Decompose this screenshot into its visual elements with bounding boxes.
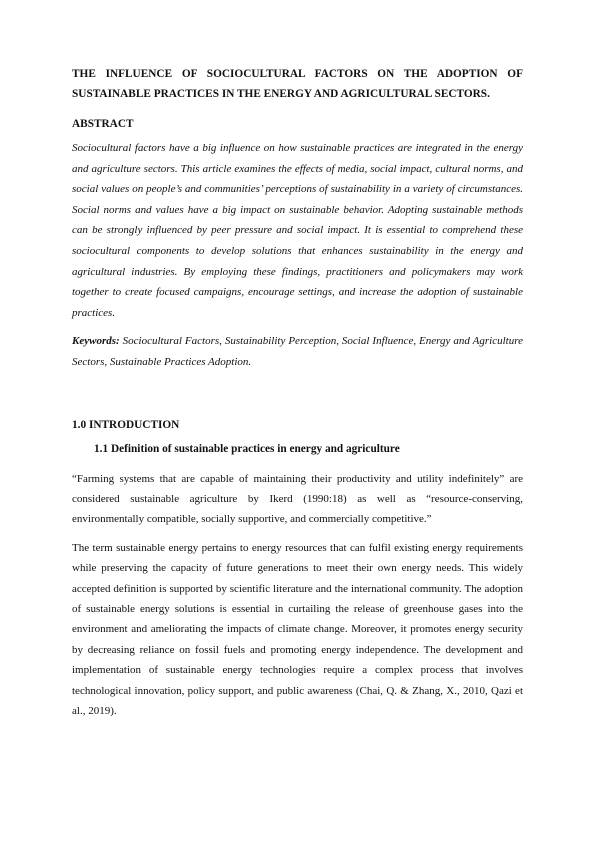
keywords-label: Keywords: xyxy=(72,335,120,348)
subsection-heading-definition: 1.1 Definition of sustainable practices in energy and agriculture xyxy=(94,442,400,455)
document-page xyxy=(72,64,523,729)
keywords-text: Sociocultural Factors, Sustainability Perception, Social Influence, Energy and Agriculture Sectors, Sustainable Practices Adoption. xyxy=(72,335,523,368)
abstract-text: Sociocultural factors have a big influence on how sustainable practices are integrated in the energy and agriculture sectors. This article examines the effects of media, social impact, cultural norms, and social values on people’s and communities’ perceptions of sustainability in a variety of circumstances. Social norms and values have a big impact on sustainable behavior. Adopting sustainable methods can be strongly influenced by peer pressure and social impact. It is essential to comprehend these sociocultural components to develop solutions that enhances sustainability in the energy and agricultural industries. By employing these findings, practitioners and policymakers may work together to create focused campaigns, encourage settings, and increase the adoption of sustainable practices. xyxy=(72,142,523,319)
keywords-line xyxy=(72,331,523,372)
paragraph-agriculture-definition: “Farming systems that are capable of maintaining their productivity and utility indefinitely” are considered sustainable agriculture by Ikerd (1990:18) as well as “resource-conserving, environmentally compatible, socially supportive, and commercially competitive.” xyxy=(72,472,523,526)
paper-title: THE INFLUENCE OF SOCIOCULTURAL FACTORS ON THE ADOPTION OF SUSTAINABLE PRACTICES IN THE ENERGY AND AGRICULTURAL SECTORS. xyxy=(72,68,523,100)
section-heading-introduction: 1.0 INTRODUCTION xyxy=(72,418,180,431)
abstract-heading: ABSTRACT xyxy=(72,118,134,130)
paragraph-energy-definition: The term sustainable energy pertains to energy resources that can fulfil existing energy requirements while preserving the capacity of future generations to meet their own energy needs. This widely accepted definition is supported by scientific literature and the international community. The adoption of sustainable energy solutions is essential in curtailing the release of greenhouse gases into the environment and ameliorating the impacts of climate change. Moreover, it promotes energy security by decreasing reliance on fossil fuels and promoting energy independence. The development and implementation of sustainable energy technologies require a complex process that involves technological innovation, policy support, and public awareness (Chai, Q. & Zhang, X., 2010, Qazi et al., 2019). xyxy=(72,541,523,717)
